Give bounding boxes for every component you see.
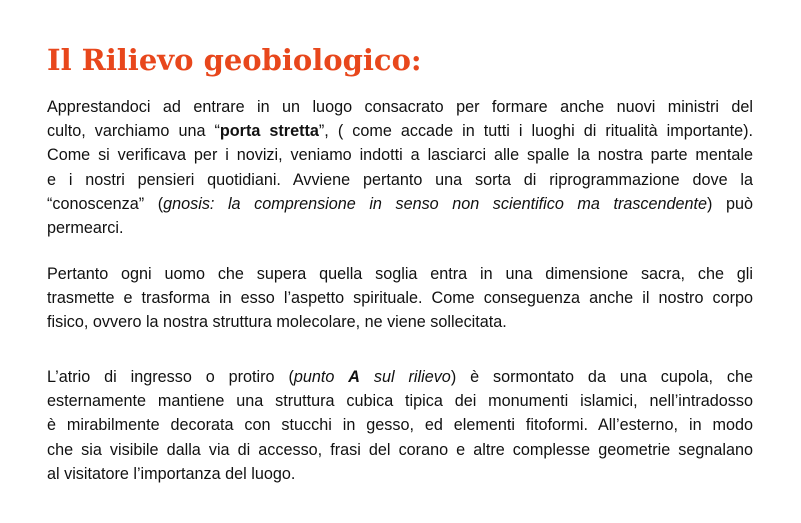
text-line: permearci.	[47, 218, 124, 237]
emphasis-porta-stretta: porta stretta	[219, 122, 319, 141]
text-line: al visitatore l’importanza del luogo.	[47, 464, 296, 483]
text-line: Pertanto ogni uomo che supera quella soglia entra in una dimensione sacra, che gli	[47, 265, 753, 283]
text-line: trasmette e trasforma in esso l’aspetto spirituale. Come conseguenza anche il nostro corpo	[47, 289, 753, 308]
text-line: “conoscenza” (gnosis: la comprensione in senso non scientifico ma trascendente) può	[47, 194, 753, 213]
text-line: e i nostri pensieri quotidiani. Avviene pertanto una sorta di riprogrammazione dove la	[47, 170, 753, 189]
text-line: è mirabilmente decorata con stucchi in gesso, ed elementi fitoformi. All’esterno, in modo	[47, 416, 753, 435]
paragraph-atrio	[47, 365, 753, 486]
text-line: che sia visibile dalla via di accesso, frasi del corano e altre complesse geometrie segnalano	[47, 440, 753, 459]
paragraph-soglia	[47, 262, 753, 335]
emphasis-punto-a: punto A sul rilievo	[293, 368, 451, 386]
paragraph-porta-stretta	[47, 95, 753, 240]
emphasis-gnosis: gnosis: la comprensione in senso non scientifico ma trascendente	[163, 194, 708, 213]
text-line: fisico, ovvero la nostra struttura molecolare, ne viene sollecitata.	[47, 313, 507, 332]
text-line: esternamente mantiene una struttura cubica tipica dei monumenti islamici, nell’intradosso	[47, 392, 753, 411]
text-line: Come si verificava per i novizi, veniamo indotti a lasciarci alle spalle la nostra parte mentale	[47, 146, 753, 165]
text-line: culto, varchiamo una “porta stretta”, ( come accade in tutti i luoghi di ritualità importante).	[47, 122, 753, 141]
text-line: Apprestandoci ad entrare in un luogo consacrato per formare anche nuovi ministri del	[47, 98, 753, 116]
document-title: Il Rilievo geobiologico:	[47, 43, 422, 77]
text-line: L’atrio di ingresso o protiro (punto A sul rilievo) è sormontato da una cupola, che	[47, 368, 754, 386]
